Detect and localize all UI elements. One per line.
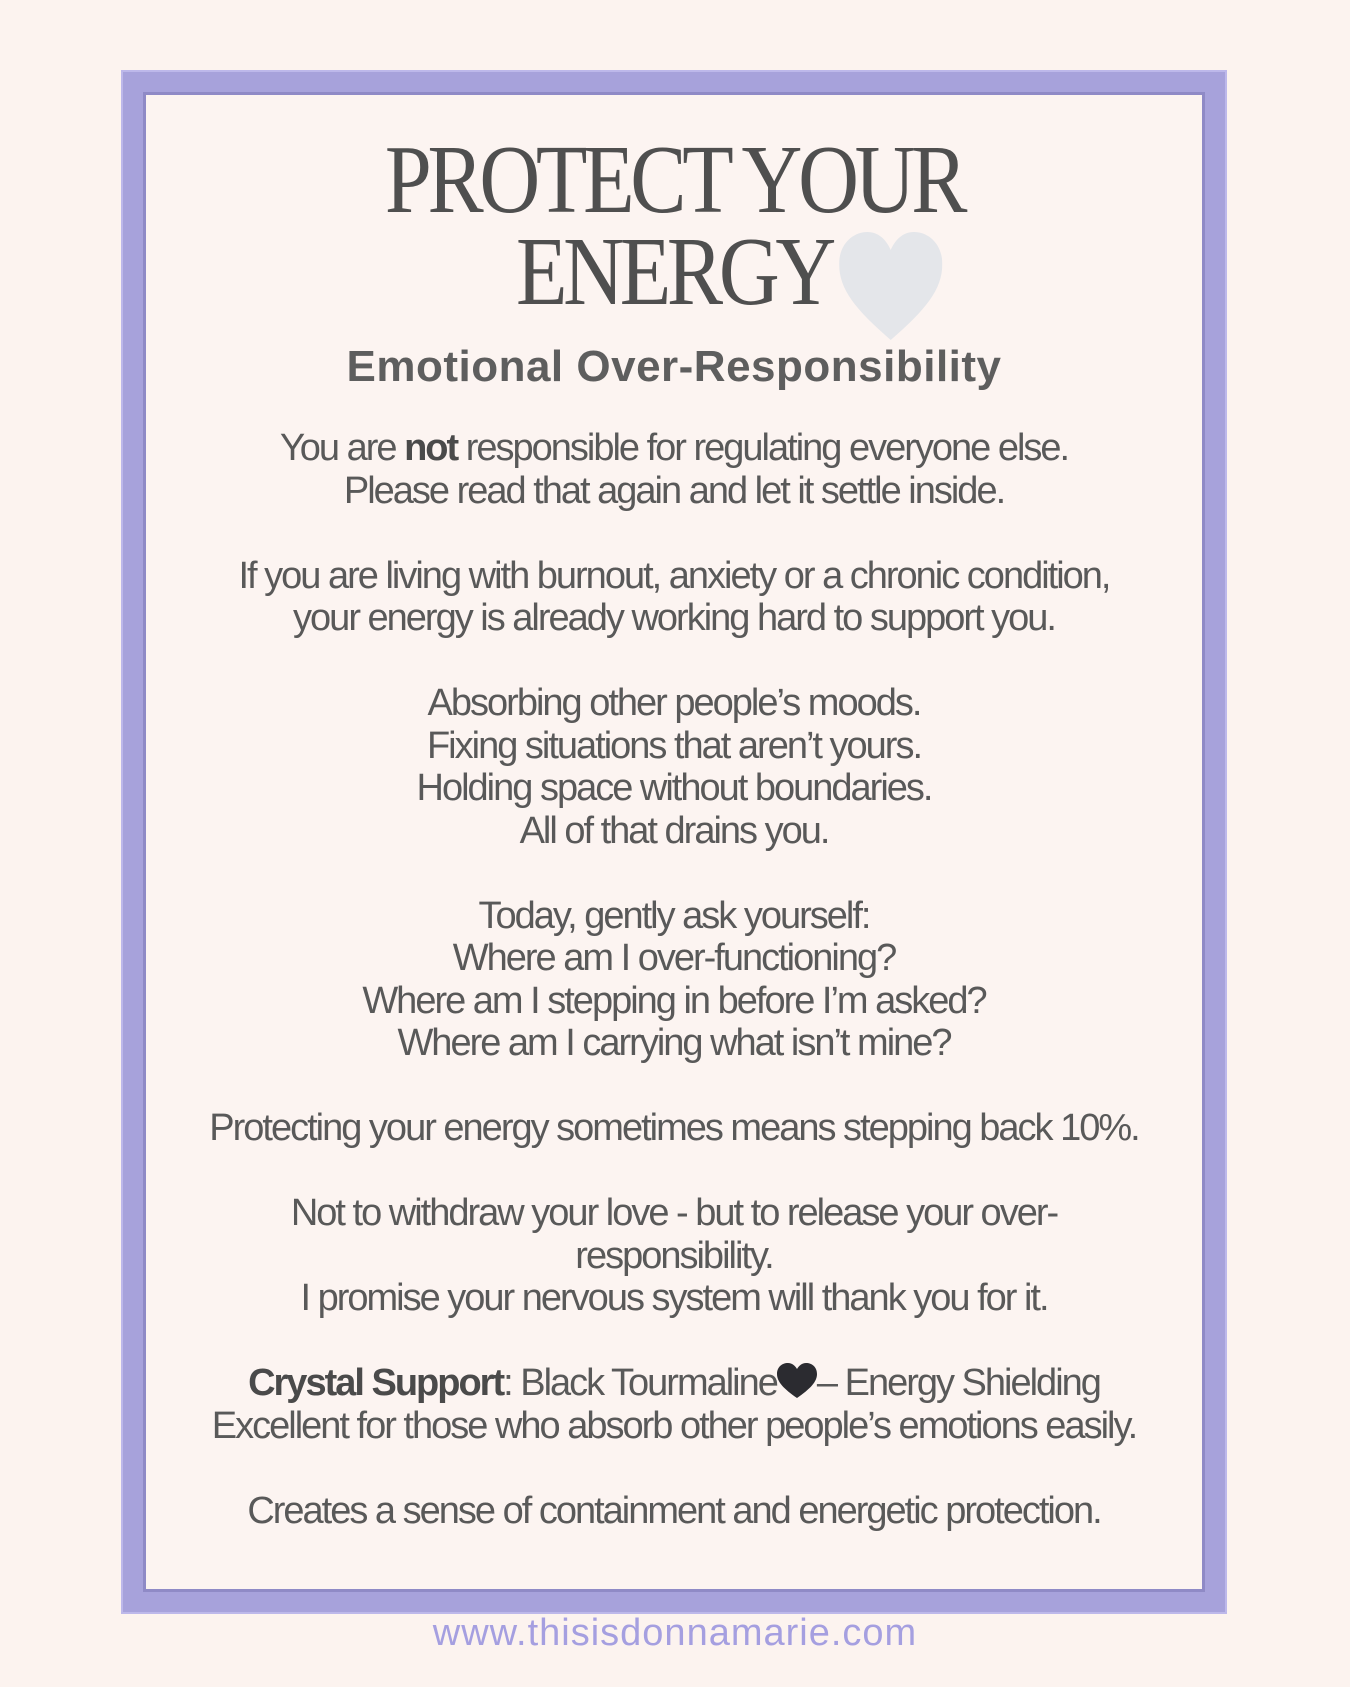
paragraph-2 [143, 555, 1205, 640]
text-run: – Energy Shielding [816, 1362, 1100, 1404]
title-line-2 [516, 218, 832, 326]
paragraph-3-line-1: Absorbing other people’s moods. [427, 682, 921, 724]
paragraph-4-line-3: Where am I stepping in before I’m asked? [362, 979, 986, 1022]
subtitle: Emotional Over-Responsibility [346, 342, 1002, 391]
paragraph-7 [143, 1362, 1205, 1447]
page-title [217, 126, 1130, 326]
emphasis-not: not [404, 427, 458, 469]
website-link[interactable]: www.thisisdonnamarie.com [432, 1612, 918, 1654]
paragraph-4-line-2: Where am I over-functioning? [452, 937, 896, 979]
paragraph-6-line-2: responsibility. [575, 1234, 773, 1277]
text-run: You are [279, 427, 405, 469]
text-run: : Black Tourmaline [503, 1362, 777, 1404]
paragraph-3-line-3: Holding space without boundaries. [416, 767, 932, 809]
paragraph-3-line-2: Fixing situations that aren’t yours. [426, 724, 922, 767]
paragraph-2-line-2: your energy is already working hard to support you. [293, 597, 1055, 639]
paragraph-4-line-4: Where am I carrying what isn’t mine? [397, 1022, 951, 1064]
paragraph-6-line-1: Not to withdraw your love - but to release your over- [290, 1192, 1058, 1234]
title-line-2-text: ENERGY [516, 218, 832, 326]
paragraph-8-line-1: Creates a sense of containment and energetic protection. [247, 1489, 1101, 1532]
black-heart-icon [777, 1363, 817, 1399]
paragraph-5 [143, 1107, 1205, 1150]
paragraph-6-line-3: I promise your nervous system will thank you for it. [300, 1277, 1048, 1319]
body-text [143, 427, 1205, 1575]
title-line-1: PROTECT YOUR [384, 126, 964, 234]
white-heart-icon [839, 232, 942, 342]
content-card [123, 72, 1225, 1612]
text-run: responsible for regulating everyone else. [457, 427, 1069, 469]
paragraph-5-line-1: Protecting your energy sometimes means stepping back 10%. [209, 1107, 1139, 1149]
paragraph-7-line-2: Excellent for those who absorb other people’s emotions easily. [211, 1404, 1137, 1447]
paragraph-3 [143, 682, 1205, 852]
paragraph-2-line-1: If you are living with burnout, anxiety or a chronic condition, [238, 554, 1110, 597]
paragraph-7-line-1 [143, 1362, 1205, 1405]
paragraph-4 [143, 895, 1205, 1065]
paragraph-3-line-4: All of that drains you. [519, 809, 829, 852]
paragraph-1-line-1 [143, 427, 1205, 470]
crystal-support-label: Crystal Support [248, 1362, 504, 1404]
paragraph-1-line-2: Please read that again and let it settle inside. [343, 469, 1005, 512]
paragraph-6 [143, 1192, 1205, 1320]
paragraph-4-line-1: Today, gently ask yourself: [478, 894, 870, 937]
paragraph-1 [143, 427, 1205, 512]
paragraph-8 [143, 1490, 1205, 1533]
